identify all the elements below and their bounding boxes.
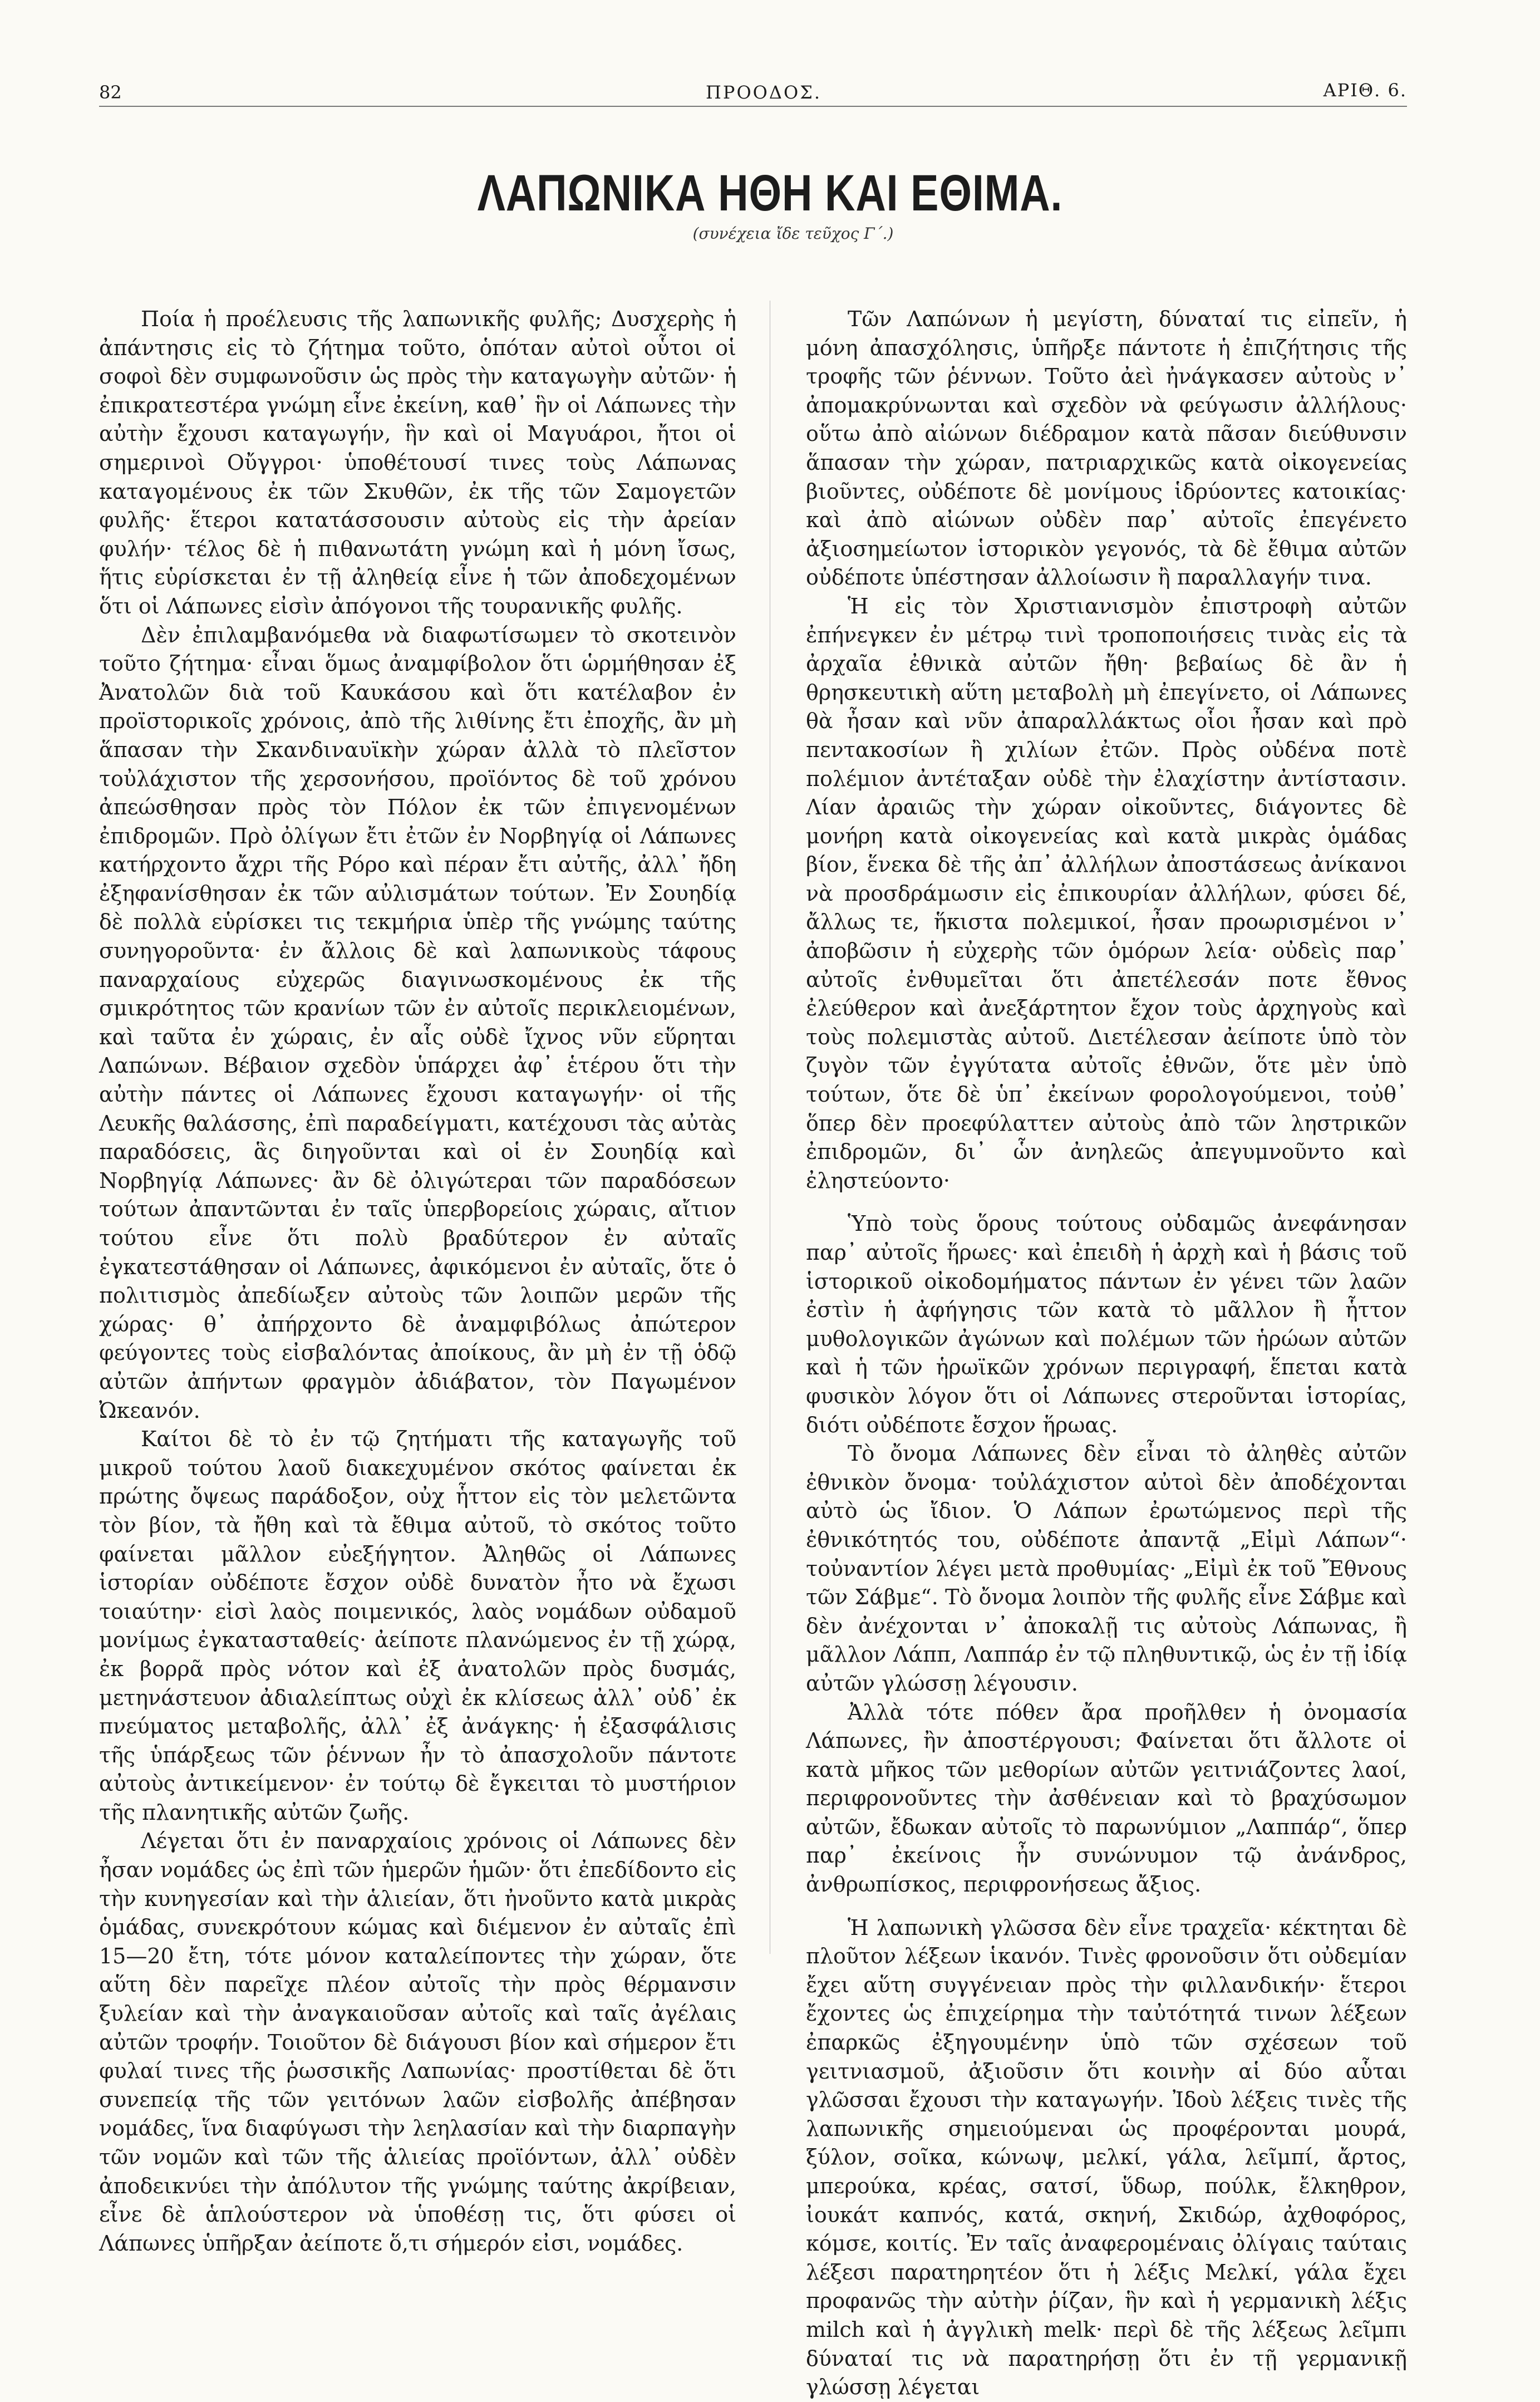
running-head [99,75,1407,109]
journal-name: ΠΡΟΟΔΟΣ. [706,82,822,103]
left-column [99,305,736,2258]
paragraph: Δὲν ἐπιλαμβανόμεθα νὰ διαφωτίσωμεν τὸ σκοτεινὸν τοῦτο ζήτημα· εἶναι ὅμως ἀναμφίβολον ὅτι ὡρμήθησαν ἐξ Ἀνατολῶν διὰ τοῦ Καυκάσου καὶ ὅτι κατέλαβον ἐν προϊστορικοῖς χρόνοις, ἀπὸ τῆς λιθίνης ἔτι ἐποχῆς, ἂν μὴ ἅπασαν τὴν Σκανδιναυϊκὴν χώραν ἀλλὰ τὸ πλεῖστον τοὐλάχιστον τῆς χερσονήσου, προϊόντος δὲ τοῦ χρόνου ἀπεώσθησαν πρὸς τὸν Πόλον ἐκ τῶν ἐπιγενομένων ἐπιδρομῶν. Πρὸ ὀλίγων ἔτι ἐτῶν ἐν Νορβηγίᾳ οἱ Λάπωνες κατήρχοντο ἄχρι τῆς Ρόρο καὶ πέραν ἔτι αὐτῆς, ἀλλ᾽ ἤδη ἐξηφανίσθησαν ἐκ τῶν αὐλισμάτων τούτων. Ἐν Σουηδίᾳ δὲ πολλὰ εὑρίσκει τις τεκμήρια ὑπὲρ τῆς γνώμης ταύτης συνηγοροῦντα· ἐν ἄλλοις δὲ καὶ λαπωνικοὺς τάφους παναρχαίους εὐχερῶς διαγινωσκομένους ἐκ τῆς σμικρότητος τῶν κρανίων τῶν ἐν αὐτοῖς περικλειομένων, καὶ ταῦτα ἐν χώραις, ἐν αἷς οὐδὲ ἴχνος νῦν εὕρηται Λαπώνων. Βέβαιον σχεδὸν ὑπάρχει ἀφ᾽ ἑτέρου ὅτι τὴν αὐτὴν πάντες οἱ Λάπωνες ἔχουσι καταγωγήν· οἱ τῆς Λευκῆς θαλάσσης, ἐπὶ παραδείγματι, κατέχουσι τὰς αὐτὰς παραδόσεις, ἃς διηγοῦνται καὶ οἱ ἐν Σουηδίᾳ καὶ Νορβηγίᾳ Λάπωνες· ἂν δὲ ὀλιγώτεραι τῶν παραδόσεων τούτων ἀπαντῶνται ἐν ταῖς ὑπερβορείοις χώραις, αἴτιον τούτου εἶνε ὅτι πολὺ βραδύτερον ἐν αὐταῖς ἐγκατεστάθησαν οἱ Λάπωνες, ἀφικόμενοι ἐν αὐταῖς, ὅτε ὁ πολιτισμὸς ἀπεδίωξεν αὐτοὺς τῶν λοιπῶν μερῶν τῆς χώρας· θ᾽ ἀπήρχοντο δὲ ἀναμφιβόλως ἀπώτερον φεύγοντες τοὺς εἰσβαλόντας ἀποίκους, ἂν μὴ ἐν τῇ ὁδῷ αὐτῶν ἀπήντων φραγμὸν ἀδιάβατον, τὸν Παγωμένον Ὠκεανόν. [99,622,736,1423]
article-subtitle: (συνέχεια ἴδε τεῦχος Γ΄.) [692,224,894,243]
paragraph: Ποία ἡ προέλευσις τῆς λαπωνικῆς φυλῆς; Δυσχερὴς ἡ ἀπάντησις εἰς τὸ ζήτημα τοῦτο, ὁπόταν αὐτοὶ οὗτοι οἱ σοφοὶ δὲν συμφωνοῦσιν ὡς πρὸς τὴν καταγωγὴν αὐτῶν· ἡ ἐπικρατεστέρα γνώμη εἶνε ἐκείνη, καθ᾽ ἣν οἱ Λάπωνες τὴν αὐτὴν ἔχουσι καταγωγήν, ἣν καὶ οἱ Μαγυάροι, ἤτοι οἱ σημερινοὶ Οὔγγροι· ὑποθέτουσί τινες τοὺς Λάπωνας καταγομένους ἐκ τῶν Σκυθῶν, ἐκ τῆς τῶν Σαμογετῶν φυλῆς· ἕτεροι κατατάσσουσιν αὐτοὺς εἰς τὴν ἀρείαν φυλήν· τέλος δὲ ἡ πιθανωτάτη γνώμη καὶ ἡ μόνη ἴσως, ἥτις εὑρίσκεται ἐν τῇ ἀληθείᾳ εἶνε ἡ τῶν ἀποδεχομένων ὅτι οἱ Λάπωνες εἰσὶν ἀπόγονοι τῆς τουρανικῆς φυλῆς. [99,307,736,618]
header-rule [99,106,1407,107]
page-number: 82 [99,82,122,103]
paragraph: Ἡ εἰς τὸν Χριστιανισμὸν ἐπιστροφὴ αὐτῶν ἐπήνεγκεν ἐν μέτρῳ τινὶ τροποποιήσεις τινὰς εἰς τὰ ἀρχαῖα ἐθνικὰ αὐτῶν ἤθη· βεβαίως δὲ ἂν ἡ θρησκευτικὴ αὕτη μεταβολὴ μὴ ἐπεγίνετο, οἱ Λάπωνες θὰ ἦσαν καὶ νῦν ἀπαραλλάκτως οἷοι ἦσαν καὶ πρὸ πεντακοσίων ἢ χιλίων ἐτῶν. Πρὸς οὐδένα ποτὲ πολέμιον ἀντέταξαν οὐδὲ τὴν ἐλαχίστην ἀντίστασιν. Λίαν ἀραιῶς τὴν χώραν οἰκοῦντες, διάγοντες δὲ μονήρη κατὰ οἰκογενείας καὶ κατὰ μικρὰς ὁμάδας βίον, ἕνεκα δὲ τῆς ἀπ᾽ ἀλλήλων ἀποστάσεως ἀνίκανοι νὰ προσδράμωσιν εἰς ἐπικουρίαν ἀλλήλων, φύσει δέ, ἄλλως τε, ἥκιστα πολεμικοί, ἦσαν προωρισμένοι ν᾽ ἀποβῶσιν ἡ εὐχερὴς τῶν ὁμόρων λεία· οὐδεὶς παρ᾽ αὐτοῖς ἐνθυμεῖται ὅτι ἀπετέλεσάν ποτε ἔθνος ἐλεύθερον καὶ ἀνεξάρτητον ἔχον τοὺς ἀρχηγοὺς καὶ τοὺς πολεμιστὰς αὐτοῦ. Διετέλεσαν ἀείποτε ὑπὸ τὸν ζυγὸν τῶν ἐγγύτατα αὐτοῖς ἐθνῶν, ὅτε μὲν ὑπὸ τούτων, ὅτε δὲ ὑπ᾽ ἐκείνων φορολογούμενοι, τοὐθ᾽ ὅπερ δὲν προεφύλαττεν αὐτοὺς ἀπὸ τῶν ληστρικῶν ἐπιδρομῶν, δι᾽ ὧν ἀνηλεῶς ἀπεγυμνοῦντο καὶ ἐληστεύοντο· [806,593,1407,1193]
paragraph: Τῶν Λαπώνων ἡ μεγίστη, δύναταί τις εἰπεῖν, ἡ μόνη ἀπασχόλησις, ὑπῆρξε πάντοτε ἡ ἐπιζήτησις τῆς τροφῆς τῶν ῥέννων. Τοῦτο ἀεὶ ἠνάγκασεν αὐτοὺς ν᾽ ἀπομακρύνωνται καὶ σχεδὸν νὰ φεύγωσιν ἀλλήλους· οὕτω ἀπὸ αἰώνων διέδραμον κατὰ πᾶσαν διεύθυνσιν ἅπασαν τὴν χώραν, πατριαρχικῶς κατὰ οἰκογενείας βιοῦντες, οὐδέποτε δὲ μονίμους ἱδρύοντες κατοικίας· καὶ ἀπὸ αἰώνων οὐδὲν παρ᾽ αὐτοῖς ἐπεγένετο ἀξιοσημείωτον ἱστορικὸν γεγονός, τὰ δὲ ἔθιμα αὐτῶν οὐδέποτε ὑπέστησαν ἀλλοίωσιν ἢ παραλλαγήν τινα. [806,307,1407,590]
right-column [806,305,1407,2402]
paragraph: Ὑπὸ τοὺς ὅρους τούτους οὐδαμῶς ἀνεφάνησαν παρ᾽ αὐτοῖς ἥρωες· καὶ ἐπειδὴ ἡ ἀρχὴ καὶ ἡ βάσις τοῦ ἱστορικοῦ οἰκοδομήματος πάντων ἐν γένει τῶν λαῶν ἐστὶν ἡ ἀφήγησις τῶν κατὰ τὸ μᾶλλον ἢ ἧττον μυθολογικῶν ἀγώνων καὶ πολέμων τῶν ἡρώων αὐτῶν καὶ ἡ τῶν ἡρωϊκῶν χρόνων περιγραφή, ἕπεται κατὰ φυσικὸν λόγον ὅτι οἱ Λάπωνες στεροῦνται ἱστορίας, διότι οὐδέποτε ἔσχον ἥρωας. [806,1211,1407,1437]
paragraph: Καίτοι δὲ τὸ ἐν τῷ ζητήματι τῆς καταγωγῆς τοῦ μικροῦ τούτου λαοῦ διακεχυμένον σκότος φαίνεται ἐκ πρώτης ὄψεως παράδοξον, οὐχ ἧττον εἰς τὸν μελετῶντα τὸν βίον, τὰ ἤθη καὶ τὰ ἔθιμα αὐτοῦ, τὸ σκότος τοῦτο φαίνεται μᾶλλον εὐεξήγητον. Ἀληθῶς οἱ Λάπωνες ἱστορίαν οὐδέποτε ἔσχον οὐδὲ δυνατὸν ἦτο νὰ ἔχωσι τοιαύτην· εἰσὶ λαὸς ποιμενικός, λαὸς νομάδων οὐδαμοῦ μονίμως ἐγκατασταθείς· ἀείποτε πλανώμενος ἐν τῇ χώρᾳ, ἐκ βορρᾶ πρὸς νότον καὶ ἐξ ἀνατολῶν πρὸς δυσμάς, μετηνάστευον ἀδιαλείπτως οὐχὶ ἐκ κλίσεως ἀλλ᾽ οὐδ᾽ ἐκ πνεύματος μεταβολῆς, ἀλλ᾽ ἐξ ἀνάγκης· ἡ ἐξασφάλισις τῆς ὑπάρξεως τῶν ῥέννων ἦν τὸ ἀπασχολοῦν πάντοτε αὐτοὺς ἀντικείμενον· ἐν τούτῳ δὲ ἔγκειται τὸ μυστήριον τῆς πλανητικῆς αὐτῶν ζωῆς. [99,1427,736,1825]
paragraph: Τὸ ὄνομα Λάπωνες δὲν εἶναι τὸ ἀληθὲς αὐτῶν ἐθνικὸν ὄνομα· τοὐλάχιστον αὐτοὶ δὲν ἀποδέχονται αὐτὸ ὡς ἴδιον. Ὁ Λάπων ἐρωτώμενος περὶ τῆς ἐθνικότητός του, οὐδέποτε ἀπαντᾷ „Εἰμὶ Λάπων“· τοὐναντίον λέγει μετὰ προθυμίας· „Εἰμὶ ἐκ τοῦ Ἔθνους τῶν Σάβμε“. Τὸ ὄνομα λοιπὸν τῆς φυλῆς εἶνε Σάβμε καὶ δὲν ἀνέχονται ν᾽ ἀποκαλῇ τις αὐτοὺς Λάπωνας, ἢ μᾶλλον Λάππ, Λαππάρ ἐν τῷ πληθυντικῷ, ὡς ἐν τῇ ἰδίᾳ αὐτῶν γλώσσῃ λέγουσιν. [806,1441,1407,1696]
issue-number: ΑΡΙΘ. 6. [1323,80,1407,101]
paragraph: Λέγεται ὅτι ἐν παναρχαίοις χρόνοις οἱ Λάπωνες δὲν ἦσαν νομάδες ὡς ἐπὶ τῶν ἡμερῶν ἡμῶν· ὅτι ἐπεδίδοντο εἰς τὴν κυνηγεσίαν καὶ τὴν ἁλιείαν, ὅτι ἠνοῦντο κατὰ μικρὰς ὁμάδας, συνεκρότουν κώμας καὶ διέμενον ἐν αὐταῖς ἐπὶ 15—20 ἔτη, τότε μόνον καταλείποντες τὴν χώραν, ὅτε αὕτη δὲν παρεῖχε πλέον αὐτοῖς τὴν πρὸς θέρμανσιν ξυλείαν καὶ τὴν ἀναγκαιοῦσαν αὐτοῖς καὶ ταῖς ἀγέλαις αὐτῶν τροφήν. Τοιοῦτον δὲ διάγουσι βίον καὶ σήμερον ἔτι φυλαί τινες τῆς ῥωσσικῆς Λαπωνίας· προστίθεται δὲ ὅτι συνεπείᾳ τῆς τῶν γειτόνων λαῶν εἰσβολῆς ἀπέβησαν νομάδες, ἵνα διαφύγωσι τὴν λεηλασίαν καὶ τὴν διαρπαγὴν τῶν νομῶν καὶ τῶν τῆς ἁλιείας προϊόντων, ἀλλ᾽ οὐδὲν ἀποδεικνύει τὴν ἀπόλυτον τῆς γνώμης ταύτης ἀκρίβειαν, εἶνε δὲ ἁπλούστερον νὰ ὑποθέσῃ τις, ὅτι φύσει οἱ Λάπωνες ὑπῆρξαν ἀείποτε ὅ,τι σήμερόν εἰσι, νομάδες. [99,1829,736,2256]
paragraph: Ἀλλὰ τότε πόθεν ἄρα προῆλθεν ἡ ὀνομασία Λάπωνες, ἢν ἀποστέργουσι; Φαίνεται ὅτι ἄλλοτε οἱ κατὰ μῆκος τῶν μεθορίων αὐτῶν γειτνιάζοντες λαοί, περιφρονοῦντες τὴν ἀσθένειαν καὶ τὸ βραχύσωμον αὐτῶν, ἔδωκαν αὐτοῖς τὸ παρωνύμιον „Λαππάρ“, ὅπερ παρ᾽ ἐκείνοις ἦν συνώνυμον τῷ ἀνάνδρος, ἀνθρωπίσκος, περιφρονήσεως ἄξιος. [806,1699,1407,1897]
article-title: ΛΑΠΩΝΙΚΑ ΗΘΗ ΚΑΙ ΕΘΙΜΑ. [477,165,1063,222]
paragraph: Ἡ λαπωνικὴ γλῶσσα δὲν εἶνε τραχεῖα· κέκτηται δὲ πλοῦτον λέξεων ἱκανόν. Τινὲς φρονοῦσιν ὅτι οὐδεμίαν ἔχει αὕτη συγγένειαν πρὸς τὴν φιλλανδικήν· ἕτεροι ἔχοντες ὡς ἐπιχείρημα τὴν ταὐτότητά τινων λέξεων ἐπαρκῶς ἐξηγουμένην ὑπὸ τῶν σχέσεων τοῦ γειτνιασμοῦ, ἀξιοῦσιν ὅτι κοινὴν αἱ δύο αὗται γλῶσσαι ἔχουσι τὴν καταγωγήν. Ἰδοὺ λέξεις τινὲς τῆς λαπωνικῆς σημειούμεναι ὡς προφέρονται μουρά, ξύλον, σοῖκα, κώνωψ, μελκί, γάλα, λεῖμπί, ἄρτος, μπερούκα, κρέας, σατσί, ὕδωρ, πούλκ, ἔλκηθρον, ἰουκάτ καπνός, κατά, σκηνή, Σκιδώρ, ἀχθοφόρος, κόμσε, κοιτίς. Ἐν ταῖς ἀναφερομέναις ὀλίγαις ταύταις λέξεσι παρατηρητέον ὅτι ἡ λέξις Μελκί, γάλα ἔχει προφανῶς τὴν αὐτὴν ῥίζαν, ἣν καὶ ἡ γερμανικὴ λέξις milch καὶ ἡ ἀγγλικὴ melk· περὶ δὲ τῆς λέξεως λεῖμπι δύναταί τις νὰ παρατηρήσῃ ὅτι ἐν τῇ γερμανικῇ γλώσσῃ λέγεται [806,1915,1407,2400]
